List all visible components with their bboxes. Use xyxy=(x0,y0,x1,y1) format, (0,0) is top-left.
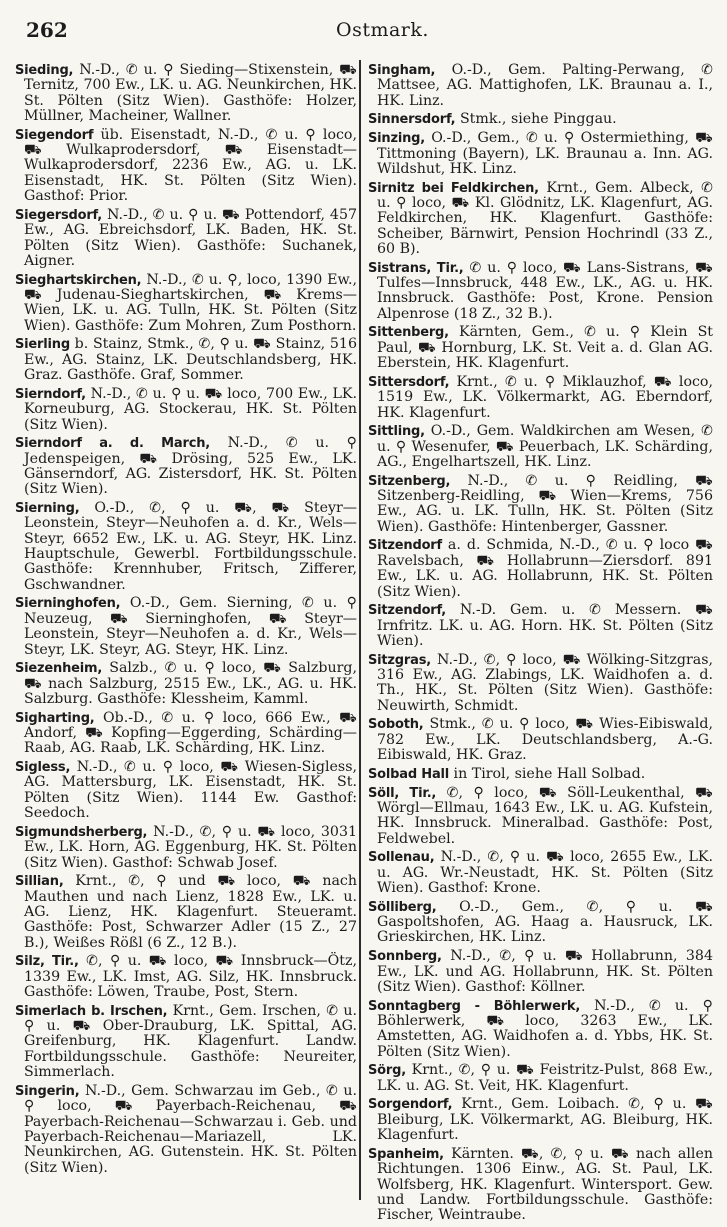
directory-entry xyxy=(15,436,357,497)
directory-entry xyxy=(15,596,357,657)
directory-entry xyxy=(368,538,713,599)
directory-entry xyxy=(368,112,713,127)
entry-headword: Sonntagberg - Böhlerwerk, xyxy=(368,998,581,1014)
directory-entry xyxy=(368,261,713,322)
entry-headword: Sierning, xyxy=(15,501,80,517)
directory-entry xyxy=(368,767,713,782)
directory-entry xyxy=(15,387,357,433)
entry-text: O.-D., Gem., ✆ u. ⚲ Ostermiething, ⛟ Tittmoning (Bayern), LK. Braunau a. Inn. AG. Wildshut, HK. Linz. xyxy=(377,130,713,177)
column-divider xyxy=(359,60,361,1200)
directory-entry xyxy=(15,661,357,707)
entry-text: N.-D. Gem. u. ✆ Messern. ⛟ Irnfritz. LK. u. AG. Horn. HK. St. Pölten (Sitz Wien). xyxy=(377,602,713,649)
entry-text: O.-D., ✆, ⚲ u. ⛟, ⛟ Steyr—Leonstein, Steyr—Neuhofen a. d. Kr., Wels—Steyr, 6652 Ew., LK. u. AG. Steyr, HK. Linz. Hauptschule, Gewerbl. Fortbildungsschule. Gasthöfe: Krennhuber, Fritsch, Zifferer, Gschwandner. xyxy=(24,500,357,593)
entry-text: Krnt., ✆ u. ⚲ Miklauzhof, ⛟ loco, 1519 Ew., LK. Völkermarkt, AG. Eberndorf, HK. Klagenfurt. xyxy=(377,373,713,421)
entry-headword: Soboth, xyxy=(368,717,424,733)
entry-text: b. Stainz, Stmk., ✆, ⚲ u. ⛟ Stainz, 516 Ew., AG. Stainz, LK. Deutschlandsberg, HK. Graz. Gasthöfe. Graf, Sommer. xyxy=(24,336,357,384)
entry-text: Salzb., ✆ u. ⚲ loco, ⛟ Salzburg, ⛟ nach Salzburg, 2515 Ew., LK., AG. u. HK. Salzburg. Gasthöfe: Klessheim, Kamml. xyxy=(24,660,357,707)
entry-text: ✆, ⚲ loco, ⛟ Söll-Leukenthal, ⛟ Wörgl—Ellmau, 1643 Ew., LK. u. AG. Kufstein, HK. Innsbruck. Mineralbad. Gasthöfe: Post, Feldwebel. xyxy=(377,784,713,847)
entry-text: ✆ u. ⚲ loco, ⛟ Lans-Sistrans, ⛟ Tulfes—Innsbruck, 448 Ew., LK., AG. u. HK. Innsbruck. Gasthöfe: Post, Krone. Pension Alpenrose (18 Z., 32 B.). xyxy=(377,259,713,322)
directory-entry xyxy=(15,128,357,205)
directory-entry xyxy=(15,273,357,334)
entry-text: Krnt., Gem. Albeck, ✆ u. ⚲ loco, ⛟ Kl. Glödnitz, LK. Klagenfurt, AG. Feldkirchen, HK. Klagenfurt. Gasthöfe: Scheiber, Bärnwirt, Pension Hochrindl (33 Z., 60 B). xyxy=(377,179,713,257)
entry-text: N.-D., ✆, ⚲ loco, ⛟ Wölking-Sitzgras, 316 Ew., AG. Zlabings, LK. Waidhofen a. d. Th., HK., St. Pölten (Sitz Wien). Gasthöfe: Neuwirth, Schmidt. xyxy=(377,651,713,714)
entry-headword: Sitzendorf, xyxy=(368,603,447,619)
entry-headword: Sierndorf, xyxy=(15,386,86,402)
entry-text: Stmk., siehe Pinggau. xyxy=(455,111,617,128)
left-column xyxy=(15,63,357,1179)
directory-entry xyxy=(15,825,357,871)
entry-headword: Sonnberg, xyxy=(368,949,442,965)
entry-headword: Spanheim, xyxy=(368,1146,444,1162)
entry-text: Stmk., ✆ u. ⚲ loco, ⛟ Wies-Eibiswald, 782 Ew., LK. Deutschlandsberg, A.-G. Eibiswald, HK. Graz. xyxy=(377,716,713,764)
entry-headword: Sitzgras, xyxy=(368,652,431,668)
entry-text: N.-D., Gem. Schwarzau im Geb., ✆ u. ⚲ loco, ⛟ Payerbach-Reichenau, ⛟ Payerbach-Reichenau—Schwarzau i. Geb. und Payerbach-Reichenau—Mariazell, LK. Neunkirchen, AG. Gutenstein. HK. St. Pölten (Sitz Wien). xyxy=(24,1082,357,1176)
entry-headword: Solbad Hall xyxy=(368,766,450,782)
entry-headword: Simerlach b. Irschen, xyxy=(15,1003,168,1019)
entry-headword: Silz, Tir., xyxy=(15,954,79,970)
entry-text: O.-D., Gem. Sierning, ✆ u. ⚲ Neuzeug, ⛟ Sierninghofen, ⛟ Steyr—Leonstein, Steyr—Neuhofen a. d. Kr., Wels—Steyr, LK. Steyr, AG. Steyr, HK. Linz. xyxy=(24,595,357,658)
entry-headword: Sittenberg, xyxy=(368,325,449,341)
entry-text: N.-D., ✆ u. ⚲ u. ⛟ loco, 700 Ew., LK. Korneuburg, AG. Stockerau, HK. St. Pölten (Sitz Wien). xyxy=(24,385,357,433)
entry-text: N.-D., ✆, ⚲ u. ⛟ Hollabrunn, 384 Ew., LK. und AG. Hollabrunn, HK. St. Pölten (Sitz Wien). Gasthof: Köllner. xyxy=(377,948,713,995)
entry-headword: Sittersdorf, xyxy=(368,374,450,390)
entry-text: Kärnten, Gem., ✆ u. ⚲ Klein St Paul, ⛟ Hornburg, LK. St. Veit a. d. Glan AG. Eberstein, HK. Klagenfurt. xyxy=(377,324,713,372)
directory-entry xyxy=(15,760,357,821)
entry-text: N.-D., ✆ u. ⚲ Reidling, ⛟ Sitzenberg-Reidling, ⛟ Wien—Krems, 756 Ew., AG. u. LK. Tulln, HK. St. Pölten (Sitz Wien). Gasthöfe: Hintenberger, Gassner. xyxy=(377,472,713,535)
directory-entry xyxy=(15,208,357,269)
entry-headword: Sitzenberg, xyxy=(368,473,451,489)
directory-entry xyxy=(368,900,713,946)
directory-entry xyxy=(368,717,713,763)
directory-entry xyxy=(368,181,713,258)
directory-entry xyxy=(15,63,357,124)
directory-entry xyxy=(15,1004,357,1081)
directory-entry xyxy=(15,1084,357,1176)
entry-text: O.-D., Gem., ✆, ⚲ u. ⛟ Gaspoltshofen, AG. Haag a. Hausruck, LK. Grieskirchen, HK. Linz. xyxy=(377,898,713,946)
directory-entry xyxy=(368,949,713,995)
directory-entry xyxy=(368,131,713,177)
directory-entry xyxy=(368,474,713,535)
entry-text: Kärnten. ⛟, ✆, ⚲ u. ⛟ nach allen Richtungen. 1306 Einw., AG. St. Paul, LK. Wolfsberg, HK. Klagenfurt. Wintersport. Gew. und Landw. Fortbildungsschule. Gasthöfe: Fischer, Weintraube. xyxy=(377,1145,713,1224)
directory-entry xyxy=(368,375,713,421)
entry-text: Krnt., Gem. Irschen, ✆ u. ⚲ u. ⛟ Ober-Drauburg, LK. Spittal, AG. Greifenburg, HK. Klagenfurt. Landw. Fortbildungsschule. Gasthöfe: Neureiter, Simmerlach. xyxy=(24,1002,358,1081)
entry-headword: Sinzing, xyxy=(368,131,425,147)
entry-text: N.-D., ✆ u. ⚲ Jedenspeigen, ⛟ Drösing, 525 Ew., LK. Gänserndorf, AG. Zistersdorf, HK. St. Pölten (Sitz Wien). xyxy=(24,435,357,498)
entry-headword: Sierling xyxy=(15,337,70,353)
entry-text: O.-D., Gem. Palting-Perwang, ✆ Mattsee, AG. Mattighofen, LK. Braunau a. I., HK. Linz. xyxy=(377,62,713,109)
directory-entry xyxy=(368,424,713,470)
entry-text: N.-D., ✆ u. ⚲ Sieding—Stixenstein, ⛟ Ternitz, 700 Ew., LK. u. AG. Neunkirchen, HK. St. Pölten (Sitz Wien). Gasthöfe: Holzer, Müllner, Macheiner, Wallner. xyxy=(24,62,357,125)
entry-headword: Sieghartskirchen, xyxy=(15,272,142,288)
directory-entry xyxy=(368,850,713,896)
entry-text: a. d. Schmida, N.-D., ✆ u. ⚲ loco ⛟ Ravelsbach, ⛟ Hollabrunn—Ziersdorf. 891 Ew., LK. u. AG. Hollabrunn, HK. St. Pölten (Sitz Wien). xyxy=(377,537,713,600)
directory-entry xyxy=(368,325,713,371)
entry-text: N.-D., ✆ u. ⚲ Böhlerwerk, ⛟ loco, 3263 Ew., LK. Amstetten, AG. Waidhofen a. d. Ybbs, HK. St. Pölten (Sitz Wien). xyxy=(377,997,714,1060)
running-title: Ostmark. xyxy=(336,19,429,41)
entry-text: in Tirol, siehe Hall Solbad. xyxy=(449,765,646,782)
directory-entry xyxy=(368,786,713,847)
entry-text: N.-D., ✆ u. ⚲, loco, 1390 Ew., ⛟ Judenau-Sieghartskirchen, ⛟ Krems—Wien, LK. u. AG. Tulln, HK. St. Pölten (Sitz Wien). Gasthöfe: Zum Mohren, Zum Posthorn. xyxy=(24,271,357,334)
entry-text: N.-D., ✆ u. ⚲ loco, ⛟ Wiesen-Sigless, AG. Mattersburg, LK. Eisenstadt, HK. St. Pölten (Sitz Wien). 1144 Ew. Gasthof: Seedoch. xyxy=(24,759,357,822)
entry-text: Ob.-D., ✆ u. ⚲ loco, 666 Ew., ⛟ Andorf, ⛟ Kopfing—Eggerding, Schärding—Raab, AG. Raab, LK. Schärding, HK. Linz. xyxy=(24,709,357,757)
directory-entry xyxy=(368,603,713,649)
entry-headword: Sieding, xyxy=(15,63,74,78)
entry-headword: Söll, Tir., xyxy=(368,785,437,801)
entry-headword: Siegersdorf, xyxy=(15,207,103,223)
entry-text: O.-D., Gem. Waldkirchen am Wesen, ✆ u. ⚲ Wesenufer, ⛟ Peuerbach, LK. Schärding, AG., Engelhartszell, HK. Linz. xyxy=(377,423,713,470)
directory-entry xyxy=(368,1147,713,1224)
entry-headword: Sirnitz bei Feldkirchen, xyxy=(368,180,539,196)
entry-headword: Sigless, xyxy=(15,760,71,776)
directory-entry xyxy=(15,501,357,593)
directory-entry xyxy=(368,999,713,1060)
entry-text: ✆, ⚲ u. ⛟ loco, ⛟ Innsbruck—Ötz, 1339 Ew., LK. Imst, AG. Silz, HK. Innsbruck. Gasthöfe: Löwen, Traube, Post, Stern. xyxy=(24,953,357,1001)
entry-headword: Sörg, xyxy=(368,1063,406,1079)
right-column xyxy=(368,63,713,1227)
page-header xyxy=(0,0,727,42)
directory-entry xyxy=(368,653,713,714)
entry-headword: Singham, xyxy=(368,63,436,78)
entry-text: Krnt., Gem. Loibach. ✆, ⚲ u. ⛟ Bleiburg, LK. Völkermarkt, AG. Bleiburg, HK. Klagenfurt. xyxy=(377,1096,713,1144)
entry-headword: Sierndorf a. d. March, xyxy=(15,436,210,452)
directory-entry xyxy=(15,711,357,757)
entry-text: N.-D., ✆, ⚲ u. ⛟ loco, 3031 Ew., LK. Horn, AG. Eggenburg, HK. St. Pölten (Sitz Wien). Gasthof: Schwab Josef. xyxy=(24,823,357,871)
entry-text: üb. Eisenstadt, N.-D., ✆ u. ⚲ loco, ⛟ Wulkaprodersdorf, ⛟ Eisenstadt—Wulkaprodersdorf, 2236 Ew., AG. u. LK. Eisenstadt, HK. St. Pölten (Sitz Wien). Gasthof: Prior. xyxy=(24,126,357,205)
entry-text: Krnt., ✆, ⚲ und ⛟ loco, ⛟ nach Mauthen und nach Lienz, 1828 Ew., LK. u. AG. Lienz, HK. Klagenfurt. Steueramt. Gasthöfe: Post, Schwarzer Adler (15 Z., 27 B.), Weißes Rößl (6 Z., 12 B.). xyxy=(24,873,357,951)
entry-headword: Sölliberg, xyxy=(368,899,437,915)
entry-headword: Siegendorf xyxy=(15,127,94,143)
directory-entry xyxy=(15,954,357,1000)
entry-headword: Sierninghofen, xyxy=(15,596,121,612)
entry-headword: Sinnersdorf, xyxy=(368,112,456,128)
directory-entry xyxy=(368,1097,713,1143)
entry-headword: Sittling, xyxy=(368,424,425,440)
entry-text: N.-D., ✆ u. ⚲ u. ⛟ Pottendorf, 457 Ew., AG. Ebreichsdorf, LK. Baden, HK. St. Pölten (Sitz Wien). Gasthöfe: Suchanek, Aigner. xyxy=(24,206,357,269)
entry-headword: Sitzendorf xyxy=(368,538,442,554)
page-number: 262 xyxy=(26,18,68,42)
entry-headword: Sorgendorf, xyxy=(368,1097,453,1113)
directory-entry xyxy=(15,337,357,383)
directory-entry xyxy=(15,874,357,951)
directory-entry xyxy=(368,63,713,109)
entry-headword: Sigharting, xyxy=(15,710,95,726)
directory-entry xyxy=(368,1063,713,1094)
entry-headword: Sistrans, Tir., xyxy=(368,260,464,276)
entry-headword: Siezenheim, xyxy=(15,661,103,677)
entry-headword: Singerin, xyxy=(15,1083,80,1099)
entry-headword: Sigmundsherberg, xyxy=(15,824,148,840)
entry-text: Krnt., ✆, ⚲ u. ⛟ Feistritz-Pulst, 868 Ew., LK. u. AG. St. Veit, HK. Klagenfurt. xyxy=(377,1062,713,1094)
entry-headword: Sollenau, xyxy=(368,850,435,866)
entry-text: N.-D., ✆, ⚲ u. ⛟ loco, 2655 Ew., LK. u. AG. Wr.-Neustadt, HK. St. Pölten (Sitz Wien). Gasthof: Krone. xyxy=(377,849,713,897)
entry-headword: Sillian, xyxy=(15,874,64,890)
